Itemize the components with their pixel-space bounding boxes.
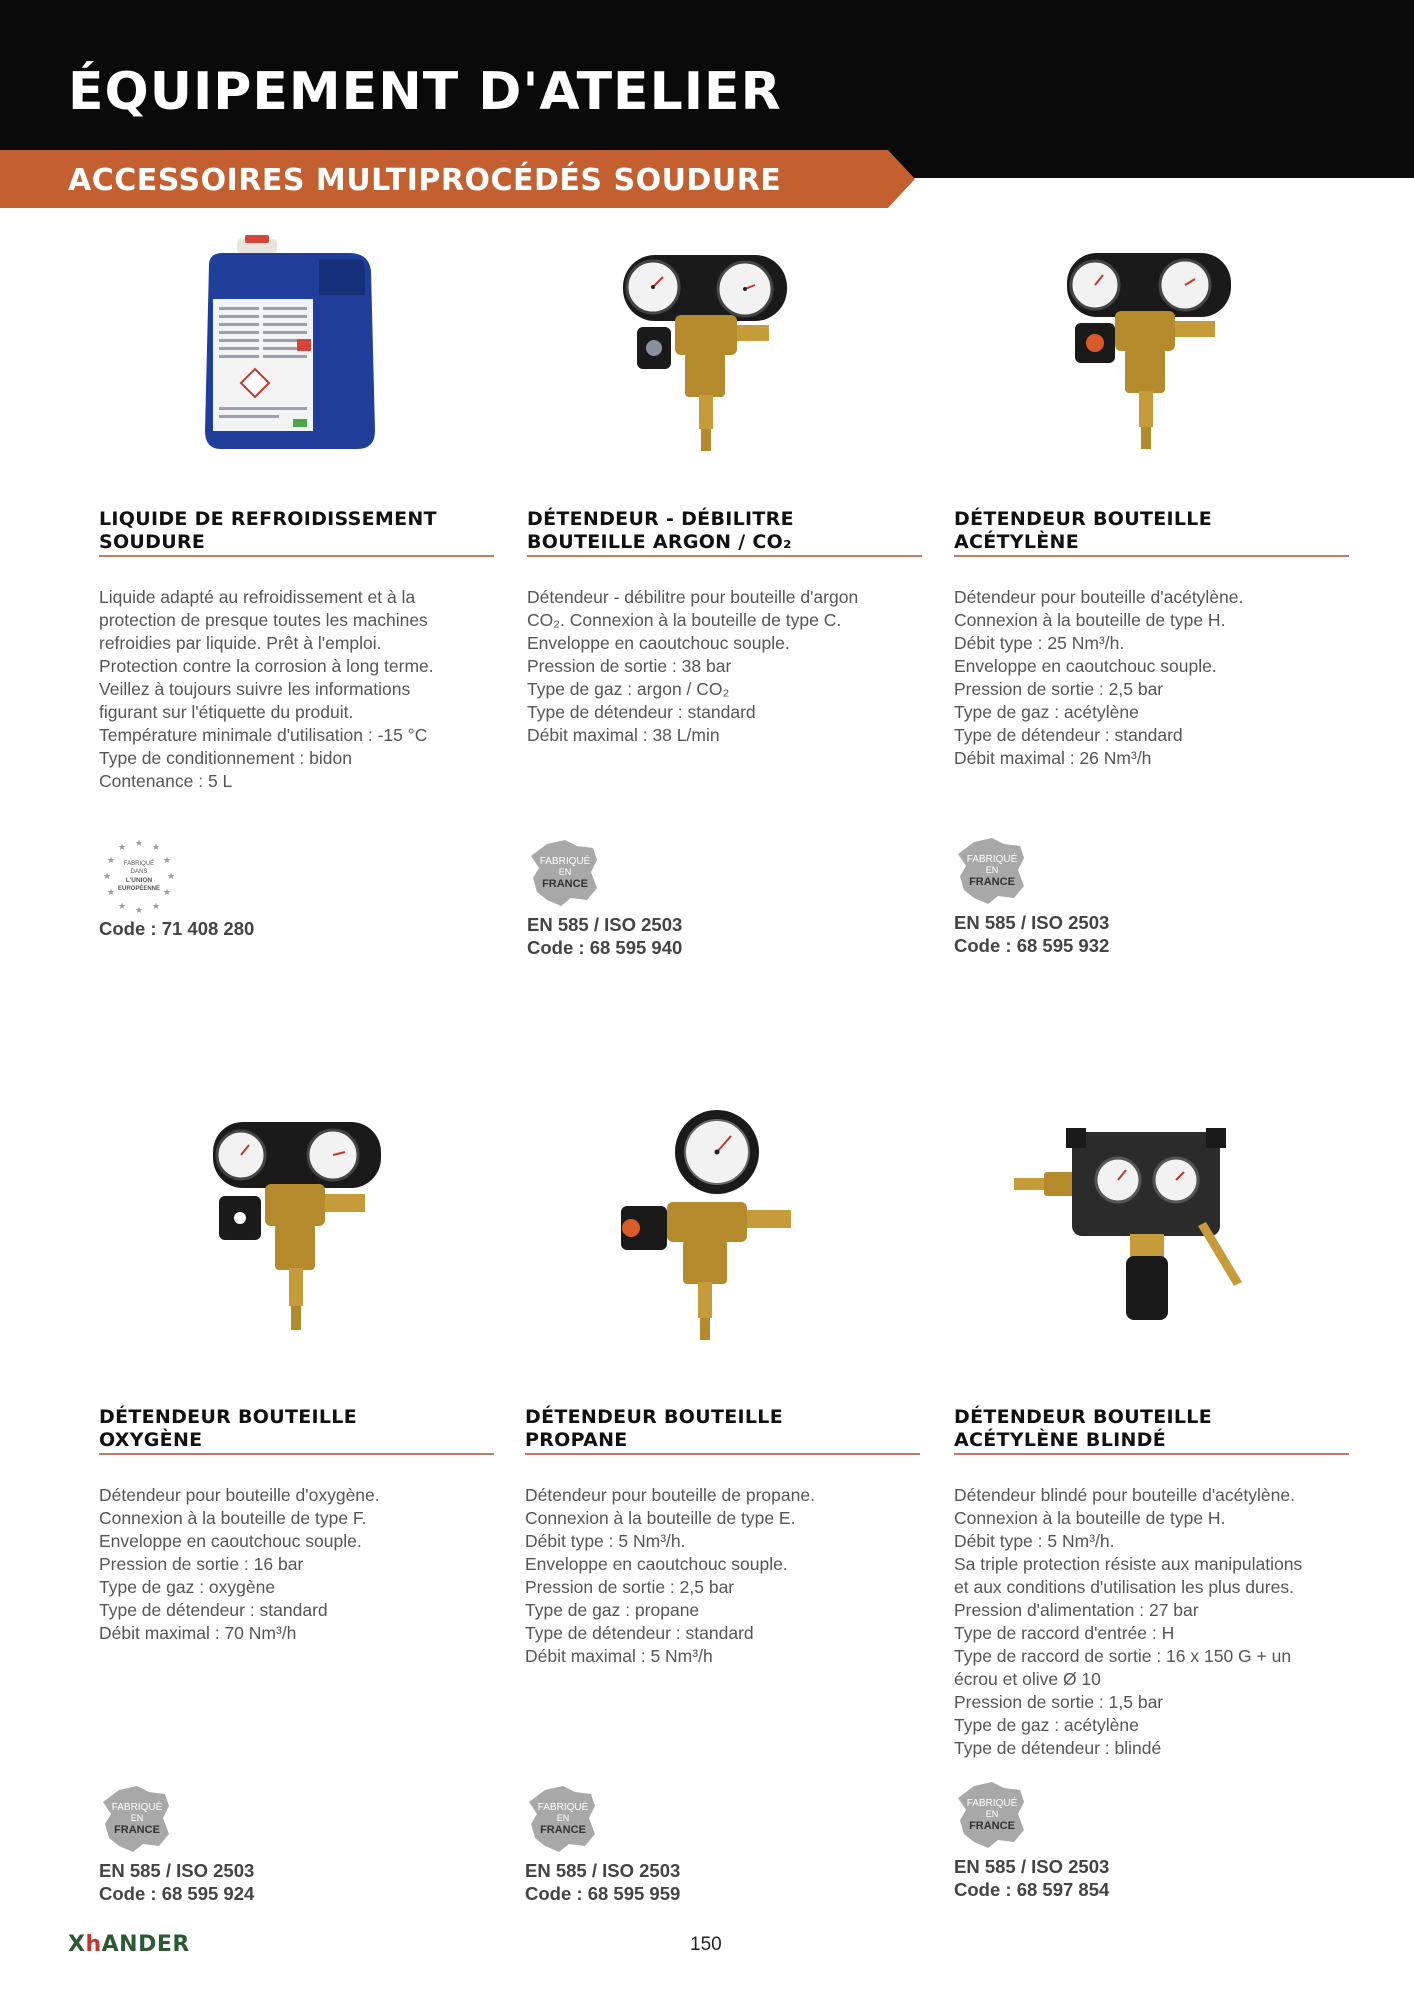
regulator-acetylene-image [1059,245,1239,470]
product-title: DÉTENDEUR BOUTEILLE PROPANE [525,1406,783,1451]
regulator-propane-image [605,1106,805,1351]
france-badge-icon [954,1780,1030,1855]
france-badge-icon [525,1784,601,1859]
svg-text:FABRIQUÉ: FABRIQUÉ [966,854,1018,865]
coolant-can-image [199,235,379,460]
section-subtitle: ACCESSOIRES MULTIPROCÉDÉS SOUDURE [68,163,782,198]
product-description: Détendeur pour bouteille d'acétylène. Connexion à la bouteille de type H. Débit type : 25 Nm³/h. Enveloppe en caoutchouc souple. Pression de sortie : 2,5 bar Type de gaz : acétylène Type de détendeur : standard Débit maximal : 26 Nm³/h [954,587,1244,768]
product-code: Code : 68 597 854 [954,1879,1110,1900]
svg-text:FABRIQUÉ: FABRIQUÉ [111,1802,163,1813]
title-rule [527,555,922,557]
title-rule [954,1453,1349,1455]
product-norm: EN 585 / ISO 2503 [954,912,1110,933]
product-code: Code : 68 595 924 [99,1883,255,1904]
svg-text:FRANCE: FRANCE [540,1824,586,1836]
product-code: Code : 68 595 959 [525,1883,681,1904]
product-title: DÉTENDEUR BOUTEILLE OXYGÈNE [99,1406,357,1451]
title-rule [525,1453,920,1455]
title-rule [954,555,1349,557]
brand-logo: XhANDER [68,1932,190,1957]
svg-text:FABRIQUÉ: FABRIQUÉ [537,1802,589,1813]
svg-text:★: ★ [117,902,127,912]
product-title: DÉTENDEUR - DÉBILITRE BOUTEILLE ARGON / CO₂ [527,508,794,553]
svg-text:★: ★ [151,902,161,912]
title-rule [99,555,494,557]
product-code: Code : 68 595 940 [527,937,683,958]
svg-text:EN: EN [985,865,999,875]
svg-text:FRANCE: FRANCE [969,876,1015,888]
title-rule [99,1453,494,1455]
product-description: Détendeur pour bouteille de propane. Connexion à la bouteille de type E. Débit type : 5 Nm³/h. Enveloppe en caoutchouc souple. Pression de sortie : 2,5 bar Type de gaz : propane Type de détendeur : standard Débit maximal : 5 Nm³/h [525,1485,815,1666]
regulator-argon-image [615,245,805,470]
product-description: Détendeur blindé pour bouteille d'acétylène. Connexion à la bouteille de type H. Débit type : 5 Nm³/h. Sa triple protection résiste aux manipulations et aux conditions d'utilisation les plus dures. Pression d'alimentation : 27 bar Type de raccord d'entrée : H Type de raccord de sortie : 16 x 150 G + un écrou et olive Ø 10 Pression de sortie : 1,5 bar Type de gaz : acétylène Type de détendeur : blindé [954,1485,1303,1758]
svg-text:★: ★ [151,843,161,853]
svg-text:FABRIQUÉ: FABRIQUÉ [966,1798,1018,1809]
svg-text:★: ★ [162,856,172,866]
svg-text:EUROPÉENNE: EUROPÉENNE [117,886,161,892]
page-number: 150 [690,1934,722,1955]
product-description: Liquide adapté au refroidissement et à la protection de presque toutes les machines refroidies par liquide. Prêt à l'emploi. Protection contre la corrosion à long terme. Veillez à toujours suivre les informations figurant sur l'étiquette du produit. Température minimale d'utilisation : -15 °C Type de conditionnement : bidon Contenance : 5 L [99,587,434,791]
france-badge-icon [99,1784,175,1859]
page-title: ÉQUIPEMENT D'ATELIER [68,62,782,122]
svg-text:EN: EN [130,1813,144,1823]
product-title: DÉTENDEUR BOUTEILLE ACÉTYLÈNE [954,508,1212,553]
svg-text:FRANCE: FRANCE [542,878,588,890]
product-norm: EN 585 / ISO 2503 [954,1856,1110,1877]
svg-text:FRANCE: FRANCE [969,1820,1015,1832]
product-norm: EN 585 / ISO 2503 [525,1860,681,1881]
svg-text:DANS: DANS [130,869,148,875]
product-description: Détendeur pour bouteille d'oxygène. Connexion à la bouteille de type F. Enveloppe en caoutchouc souple. Pression de sortie : 16 bar Type de gaz : oxygène Type de détendeur : standard Débit maximal : 70 Nm³/h [99,1485,380,1643]
regulator-oxygen-image [207,1114,387,1349]
product-title: DÉTENDEUR BOUTEILLE ACÉTYLÈNE BLINDÉ [954,1406,1212,1451]
product-code: Code : 71 408 280 [99,918,255,939]
svg-text:EN: EN [558,867,572,877]
svg-text:★: ★ [106,888,116,898]
product-code: Code : 68 595 932 [954,935,1110,956]
svg-text:FRANCE: FRANCE [114,1824,160,1836]
product-norm: EN 585 / ISO 2503 [527,914,683,935]
svg-text:FABRIQUÉ: FABRIQUÉ [539,856,591,867]
eu-badge-icon [99,835,179,920]
svg-text:★: ★ [117,843,127,853]
svg-text:★: ★ [166,872,176,882]
product-description: Détendeur - débilitre pour bouteille d'argon CO₂. Connexion à la bouteille de type C. Enveloppe en caoutchouc souple. Pression de sortie : 38 bar Type de gaz : argon / CO₂ Type de détendeur : standard Débit maximal : 38 L/min [527,587,859,745]
product-norm: EN 585 / ISO 2503 [99,1860,255,1881]
svg-text:L'UNION: L'UNION [125,877,153,884]
svg-text:★: ★ [162,888,172,898]
france-badge-icon [527,838,603,913]
product-title: LIQUIDE DE REFROIDISSEMENT SOUDURE [99,508,437,553]
svg-text:★: ★ [106,856,116,866]
svg-text:EN: EN [985,1809,999,1819]
svg-text:EN: EN [556,1813,570,1823]
svg-text:★: ★ [134,906,144,915]
france-badge-icon [954,836,1030,911]
regulator-armored-image [1014,1114,1254,1349]
svg-text:★: ★ [134,839,144,849]
svg-text:FABRIQUÉ: FABRIQUÉ [123,861,155,867]
svg-text:★: ★ [102,872,112,882]
